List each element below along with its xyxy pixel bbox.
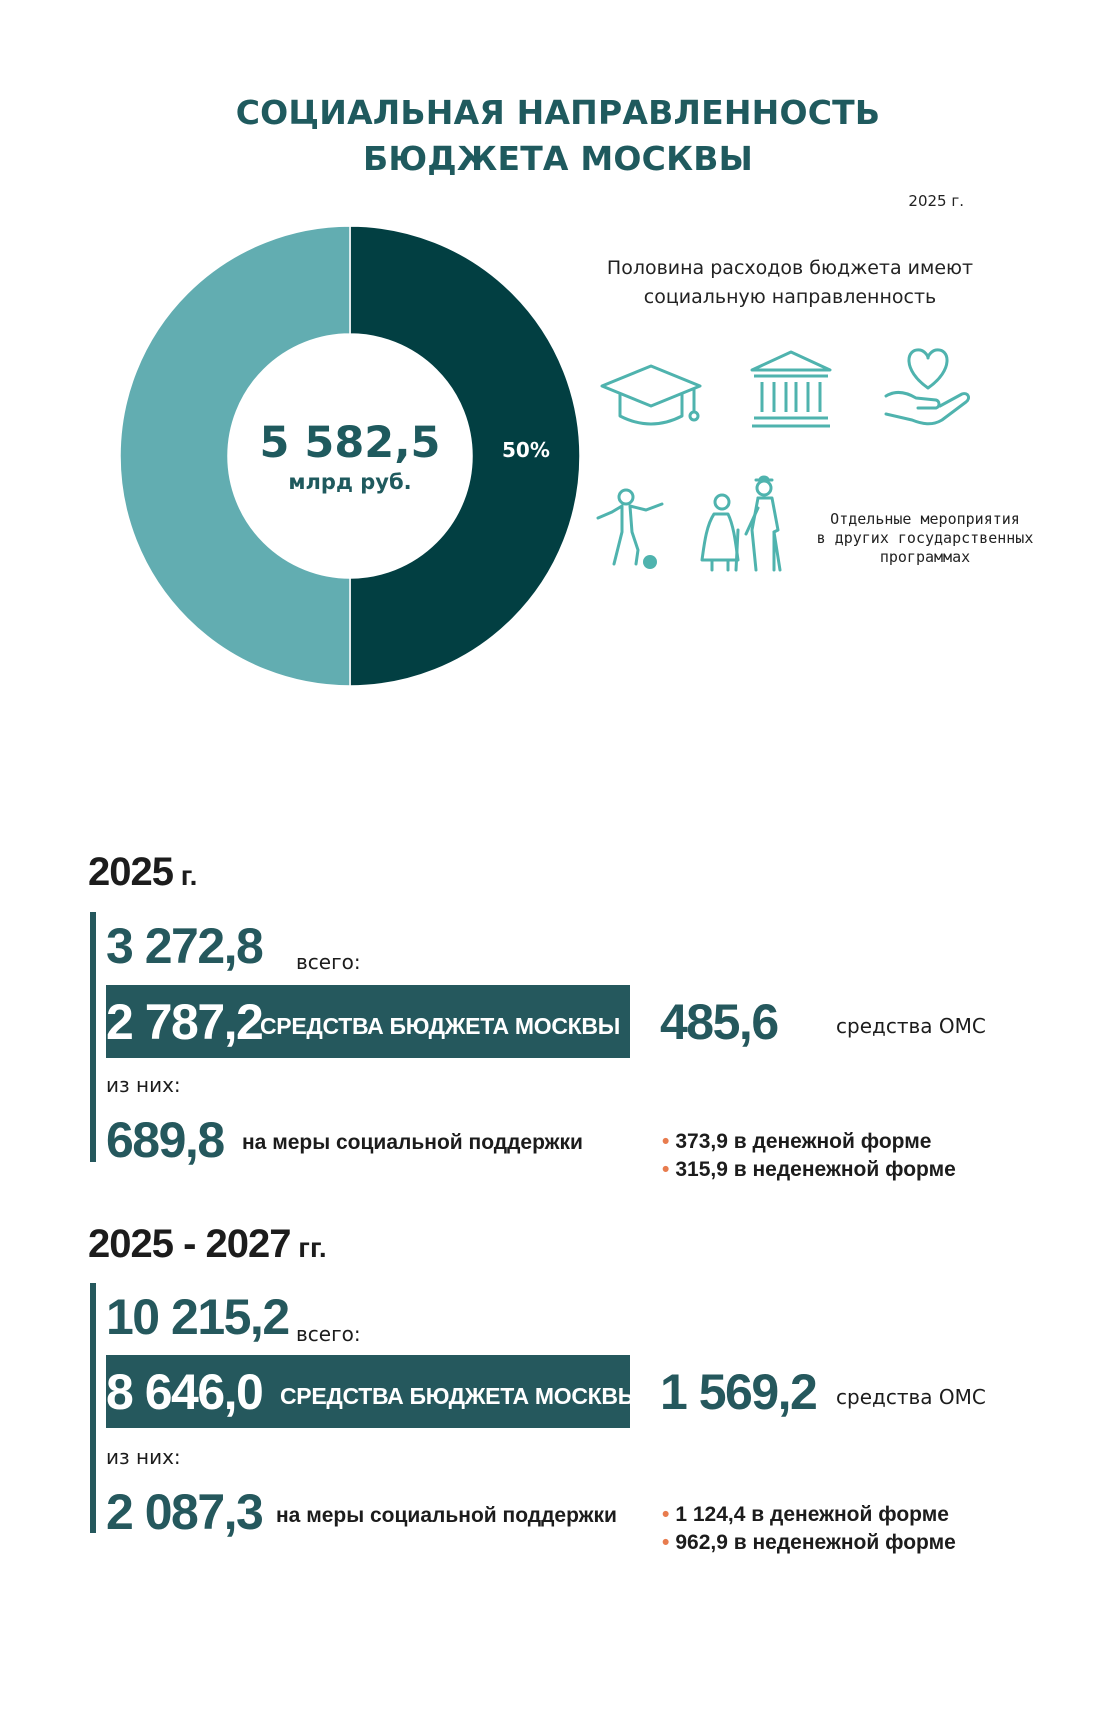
moscow-budget-2025-label: СРЕДСТВА БЮДЖЕТА МОСКВЫ [260,1013,620,1039]
support-2025-2027-label: на меры социальной поддержки [276,1504,617,1527]
of-which-2025: из них: [106,1073,181,1097]
total-2025: 3 272,8 [106,918,263,974]
half-budget-note [575,254,1005,312]
year-tag: 2025 г. [908,192,964,210]
total-2025-2027-label: всего: [296,1322,361,1346]
cash-2025: • 373,9 в денежной форме [662,1130,932,1153]
cash-2025-text: 373,9 в денежной форме [675,1130,932,1153]
noncash-2025-2027: • 962,9 в неденежной форме [662,1531,956,1554]
section-2025-suffix: г. [172,860,198,891]
football-player-icon [592,488,668,572]
other-note-line-1: Отдельные мероприятия [830,510,1020,528]
donut-slice-label: 50% [502,438,550,462]
other-programs-note [795,510,1055,567]
moscow-budget-2025: 2 787,2 [106,994,263,1050]
oms-2025-2027-label: средства ОМС [836,1385,986,1409]
noncash-2025: • 315,9 в неденежной форме [662,1158,956,1181]
total-2025-label: всего: [296,950,361,974]
title-line-1: СОЦИАЛЬНАЯ НАПРАВЛЕННОСТЬ [235,93,881,132]
donut-center-value: 5 582,5 [259,418,441,468]
other-note-line-3: программах [879,548,971,566]
section-2025-2027-suffix: гг. [290,1232,327,1263]
section-2025-year: 2025 [88,850,173,894]
of-which-2025-2027: из них: [106,1445,181,1469]
section-2025-bar [90,912,96,1162]
donut-center-unit: млрд руб. [288,470,412,494]
section-2025-2027-heading [88,1222,327,1267]
oms-2025: 485,6 [660,994,778,1050]
oms-2025-label: средства ОМС [836,1014,986,1038]
half-note-line-1: Половина расходов бюджета имеют [606,257,974,279]
title-line-2: БЮДЖЕТА МОСКВЫ [363,139,753,178]
support-2025-2027: 2 087,3 [106,1484,263,1540]
moscow-budget-2025-2027: 8 646,0 [106,1364,263,1420]
section-2025-2027-bar [90,1283,96,1533]
support-2025: 689,8 [106,1112,224,1168]
oms-2025-2027: 1 569,2 [660,1364,817,1420]
cash-2025-2027-text: 1 124,4 в денежной форме [675,1503,949,1526]
page-title [0,90,1116,182]
institution-building-icon [748,348,834,432]
moscow-budget-2025-2027-label: СРЕДСТВА БЮДЖЕТА МОСКВЫ [280,1383,640,1409]
graduation-cap-icon [598,358,704,434]
total-2025-2027: 10 215,2 [106,1289,289,1345]
elderly-couple-icon [694,474,790,574]
other-note-line-2: в других государственных [816,529,1034,547]
cash-2025-2027: • 1 124,4 в денежной форме [662,1503,949,1526]
support-2025-label: на меры социальной поддержки [242,1131,583,1154]
half-note-line-2: социальную направленность [643,286,937,308]
section-2025-heading [88,850,197,895]
noncash-2025-text: 315,9 в неденежной форме [675,1158,956,1181]
section-2025-2027-years: 2025 - 2027 [88,1222,291,1266]
heart-in-hand-icon [882,344,974,430]
noncash-2025-2027-text: 962,9 в неденежной форме [675,1531,956,1554]
